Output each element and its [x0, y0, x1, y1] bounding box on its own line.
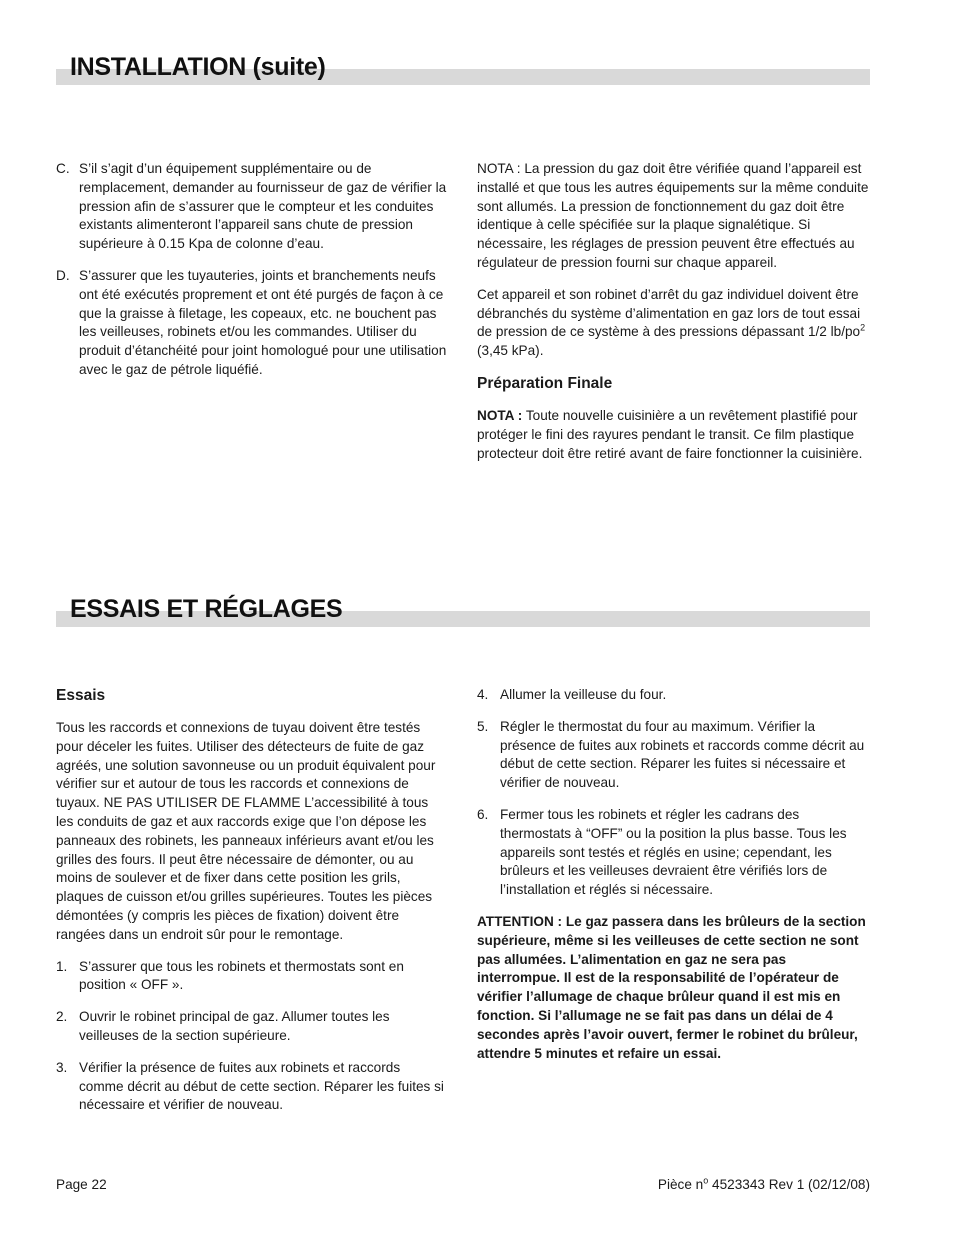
attention-warning: ATTENTION : Le gaz passera dans les brûleurs de la section supérieure, même si les veilleuses de cette section ne sont pas allumées. L’alimentation en gaz ne sera pas interrompue. Il est de la responsabilité de l’opérateur de vérifier l’allumage de chaque brûleur quand il est mis en fonction. Si l’allumage ne se fait pas dans un délai de 4 secondes après l’avoir ouvert, fermer le robinet du brûleur, attendre 5 minutes et refaire un essai. — [477, 913, 866, 1061]
list-item — [56, 1059, 448, 1115]
superscript: 2 — [860, 322, 866, 333]
superscript: o — [703, 1175, 709, 1186]
pressure-test-unit: (3,45 kPa). — [477, 343, 544, 359]
part-label: Pièce n — [657, 1177, 704, 1192]
list-item — [477, 806, 869, 900]
nota-label: NOTA : — [477, 407, 523, 423]
step-number: 5. — [477, 718, 489, 734]
section-title-essais: ESSAIS ET RÉGLAGES — [70, 595, 343, 623]
preparation-text: Toute nouvelle cuisinière a un revêtement plastifié pour protéger le fini des rayures pendant le transit. Ce film plastique protecteur doit être retiré avant de faire fonctionner la cuisinière. — [477, 407, 863, 461]
item-label: C. — [56, 161, 70, 176]
essais-right-column — [477, 686, 869, 1076]
installation-left-column — [56, 160, 448, 393]
list-item — [56, 1008, 448, 1046]
list-item — [477, 686, 869, 705]
item-text: S’assurer que les tuyauteries, joints et branchements neufs ont été exécutés proprement et ont été purgés de façon à ce que la graisse à filetage, les copeaux, etc. ne bouchent pas les veilleuses, robinets et/ou les commandes. Utiliser du produit d’étanchéité pour joint homologué pour une utilisation avec le gaz de pétrole liquéfié. — [79, 267, 447, 377]
preparation-finale-heading: Préparation Finale — [477, 374, 613, 392]
step-number: 1. — [56, 958, 68, 974]
list-item — [477, 718, 869, 793]
step-text: Ouvrir le robinet principal de gaz. Allumer toutes les veilleuses de la section supérieure. — [79, 1009, 390, 1043]
step-number: 6. — [477, 806, 489, 822]
item-label: D. — [56, 267, 70, 283]
part-number — [658, 1176, 870, 1194]
section-title-installation: INSTALLATION (suite) — [70, 53, 326, 81]
step-text: S’assurer que tous les robinets et thermostats sont en position « OFF ». — [79, 958, 404, 993]
step-number: 3. — [56, 1059, 68, 1075]
item-text: S’il s’agit d’un équipement supplémentaire ou de remplacement, demander au fournisseur de gaz de vérifier la pression afin de s’assurer que le compteur et les conduites existants alimenteront l’appareil sans chute de pression supérieure à 0.15 Kpa de colonne d’eau. — [79, 161, 447, 252]
step-text: Vérifier la présence de fuites aux robinets et raccords comme décrit au début de cette section. Réparer les fuites si nécessaire et vérifier de nouveau. — [79, 1059, 444, 1113]
pressure-test-text: Cet appareil et son robinet d’arrêt du gaz individuel doivent être débranchés du système d’alimentation en gaz lors de tout essai de pression de ce système à des pressions dépassant 1/2 lb/po — [477, 286, 861, 340]
list-item — [56, 160, 448, 254]
page-number: Page 22 — [56, 1177, 107, 1192]
nota-pressure-paragraph: NOTA : La pression du gaz doit être vérifiée quand l’appareil est installé et que tous les autres équipements sur la même conduite sont allumés. La pression de fonctionnement du gaz doit être identique à celle spécifiée sur la plaque signalétique. Si nécessaire, les réglages de pression peuvent être effectués au régulateur de pression fourni sur chaque appareil. — [477, 161, 869, 270]
preparation-paragraph — [477, 407, 869, 463]
part-revision: 4523343 Rev 1 (02/12/08) — [708, 1177, 870, 1192]
step-number: 2. — [56, 1009, 68, 1025]
step-text: Allumer la veilleuse du four. — [500, 687, 667, 702]
pressure-test-paragraph — [477, 286, 869, 361]
installation-right-column — [477, 160, 869, 476]
essais-intro-paragraph: Tous les raccords et connexions de tuyau doivent être testés pour déceler les fuites. Utiliser des détecteurs de fuite de gaz agréés, une solution savonneuse ou un produit équivalent pour vérifier sur et autour de tous les raccords et connexions de tuyaux. NE PAS UTILISER DE FLAMME L’accessibilité à tous les conduits de gaz et aux raccords exige que l’on dépose les panneaux des robinets, les panneaux inférieurs avant et/ou les grilles des fours. Il peut être nécessaire de démonter, ou au moins de soulever et de fixer dans cette position les grils, plaques de cuisson et/ou grilles supérieures. Toutes les pièces démontées (y compris les pièces de fixation) doivent être rangées dans un endroit sûr pour le remontage. — [56, 720, 436, 942]
step-text: Fermer tous les robinets et régler les cadrans des thermostats à “OFF” ou la position la plus basse. Tous les appareils sont testés et réglés en usine; cependant, les brûleurs et les veilleuses devraient être vérifiés lors de l’installation et réglés si nécessaire. — [500, 806, 847, 898]
list-item — [56, 267, 448, 380]
essais-left-column — [56, 686, 448, 1128]
list-item — [56, 958, 448, 996]
step-number: 4. — [477, 687, 489, 702]
step-text: Régler le thermostat du four au maximum. Vérifier la présence de fuites aux robinets et raccords comme décrit au début de cette section. Réparer les fuites si nécessaire et vérifier de nouveau. — [500, 718, 865, 791]
essais-heading: Essais — [56, 687, 106, 704]
